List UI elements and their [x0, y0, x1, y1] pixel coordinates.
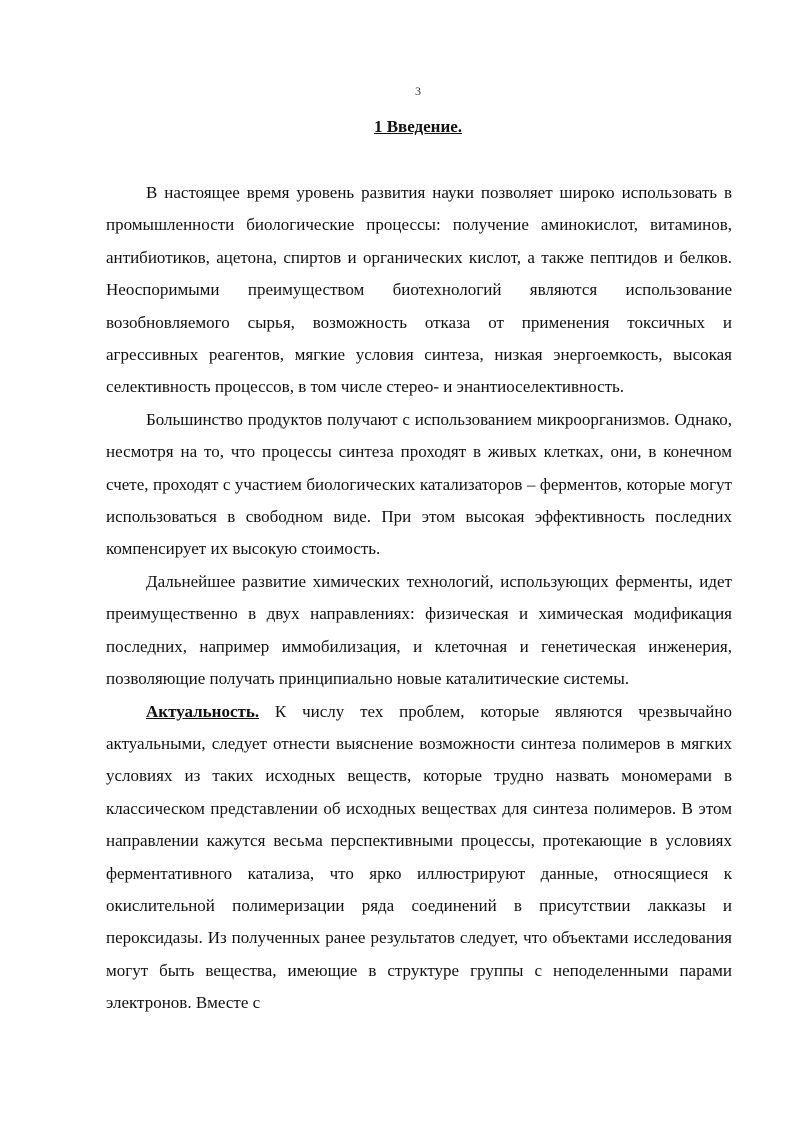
body-text: [106, 177, 732, 1020]
paragraph-development: Дальнейшее развитие химических технологий, использующих ферменты, идет преимущественно в двух направлениях: физическая и химическая модификация последних, например иммобилизация, и клеточная и генетическая инженерия, позволяющие получать принципиально новые каталитические системы.: [106, 571, 732, 689]
page-number: 3: [415, 84, 421, 98]
relevance-heading: Актуальность.: [146, 701, 260, 721]
paragraph-microorganisms: Большинство продуктов получают с использованием микроорганизмов. Однако, несмотря на то, что процессы синтеза проходят в живых клетках, они, в конечном счете, проходят с участием биологических катализаторов – ферментов, которые могут использоваться в свободном виде. При этом высокая эффективность последних компенсирует их высокую стоимость.: [106, 409, 732, 559]
paragraph-intro: В настоящее время уровень развития науки позволяет широко использовать в промышленности биологические процессы: получение аминокислот, витаминов, антибиотиков, ацетона, спиртов и органических кислот, а также пептидов и белков. Неоспоримыми преимуществом биотехнологий являются использование возобновляемого сырья, возможность отказа от применения токсичных и агрессивных реагентов, мягкие условия синтеза, низкая энергоемкость, высокая селективность процессов, в том числе стерео- и энантиоселективность.: [106, 183, 732, 397]
paragraph-relevance: [106, 696, 732, 1020]
relevance-text: К числу тех проблем, которые являются чрезвычайно актуальными, следует отнести выяснение возможности синтеза полимеров в мягких условиях из таких исходных веществ, которые трудно назвать мономерами в классическом представлении об исходных веществах для синтеза полимеров. В этом направлении кажутся весьма перспективными процессы, протекающие в условиях ферментативного катализа, что ярко иллюстрируют данные, относящиеся к окислительной полимеризации ряда соединений в присутствии лакказы и пероксидазы. Из полученных ранее результатов следует, что объектами исследования могут быть вещества, имеющие в структуре группы с неподеленными парами электронов. Вместе с: [106, 701, 732, 1013]
chapter-title: 1 Введение.: [373, 117, 463, 136]
